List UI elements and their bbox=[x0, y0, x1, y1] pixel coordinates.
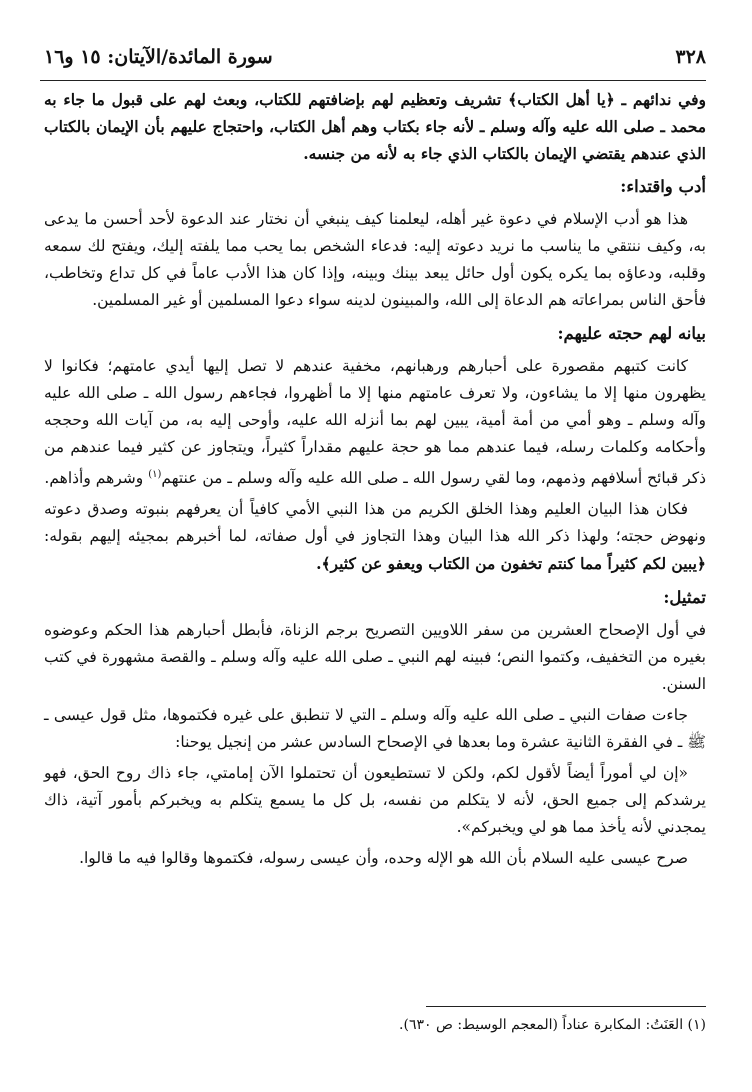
page-number: ٣٢٨ bbox=[675, 46, 706, 68]
tamthil-paragraph-1: في أول الإصحاح العشرين من سفر اللاويين التصريح برجم الزناة، فأبطل أحبارهم هذا الحكم وعوضوه بغيره من التخفيف، وكتموا النص؛ فبينه لهم النبي ـ صلى الله عليه وآله وسلم ـ والقصة مشهورة في كتب السنن. bbox=[44, 621, 706, 694]
quran-quote: ﴿يبين لكم كثيراً مما كنتم تخفون من الكتاب ويعفو عن كثير﴾. bbox=[316, 554, 706, 574]
tamthil-heading: تمثيل: bbox=[663, 588, 706, 608]
footnote: (١) العَنَتُ: المكابرة عناداً (المعجم الوسيط: ص ٦٣٠). bbox=[399, 1017, 706, 1033]
gospel-quote: «إن لي أموراً أيضاً لأقول لكم، ولكن لا تستطيعون أن تحتملوا الآن إمامتي، جاء ذاك روح الحق، فهو يرشدكم إلى جميع الحق، لأنه لا يتكلم من نفسه، بل كل ما يسمع يتكلم به ويخبركم بأمور آتية، ذاك يمجدني لأنه يأخذ مما هو لي ويخبركم». bbox=[44, 764, 706, 837]
footnote-ref: (١) bbox=[148, 469, 162, 480]
footnote-rule bbox=[426, 1006, 706, 1007]
bayan-text-2: فكان هذا البيان العليم وهذا الخلق الكريم من هذا النبي الأمي كافياً أن يعرفهم بنبوته وصدق دعوته ونهوض حجته؛ ولهذا ذكر الله هذا البيان وهذا التجاوز في أول صفاته، لما أخبرهم بمجيئه إليهم بقوله: bbox=[44, 500, 706, 546]
bayan-text-1: كانت كتبهم مقصورة على أحبارهم ورهبانهم، مخفية عندهم لا تصل إليها أيدي عامتهم؛ فكانوا لا يظهرون منها إلا ما يشاءون، ولا تعرف عامتهم منها إلا ما أظهروا، فجاءهم رسول الله ـ صلى الله عليه وآله وسلم ـ وهو أمي من أمة أمية، يبين لهم بما أنزله الله عليه، وأوحى إليه به، من آيات الله وحججه وأحكامه وكلمات رسله، فيما عندهم مما هو حجة عليهم مقداراً كثيراً، ويتجاوز عن كثير فيما عندهم من ذكر قبائح أسلافهم وذمهم، وما لقي رسول الله ـ صلى الله عليه وآله وسلم ـ من عنتهم bbox=[44, 357, 706, 488]
bayan-paragraph-2 bbox=[44, 496, 706, 578]
intro-paragraph: وفي ندائهم ـ ﴿يا أهل الكتاب﴾ تشريف وتعظيم لهم بإضافتهم للكتاب، وبعث لهم على قبول ما جاء به محمد ـ صلى الله عليه وآله وسلم ـ لأنه جاء بكتاب وهم أهل الكتاب، واحتجاج عليهم بأن الإيمان بالكتاب الذي عندهم يقتضي الإيمان بالكتاب الذي جاء به لأنه من جنسه. bbox=[44, 90, 706, 163]
tamthil-paragraph-3: صرح عيسى عليه السلام بأن الله هو الإله وحده، وأن عيسى رسوله، فكتموها وقالوا فيه ما قالوا. bbox=[79, 849, 688, 868]
surah-title: سورة المائدة/الآيتان: ١٥ و١٦ bbox=[44, 46, 273, 68]
tamthil-paragraph-2: جاءت صفات النبي ـ صلى الله عليه وآله وسلم ـ التي لا تنطبق على غيره فكتموها، مثل قول عيسى ـ ﷺ ـ في الفقرة الثانية عشرة وما بعدها في الإصحاح السادس عشر من إنجيل يوحنا: bbox=[44, 706, 706, 752]
header-rule bbox=[40, 80, 706, 81]
running-head bbox=[44, 46, 706, 68]
bayan-heading: بيانه لهم حجته عليهم: bbox=[557, 324, 706, 343]
page-content bbox=[44, 86, 706, 876]
bayan-text-1-end: وشرهم وأذاهم. bbox=[44, 469, 149, 488]
adab-paragraph: هذا هو أدب الإسلام في دعوة غير أهله، ليعلمنا كيف ينبغي أن نختار عند الدعوة لأحد أحسن ما يدعى به، وكيف ننتقي ما يناسب ما نريد دعوته إليه: فدعاء الشخص بما يحب مما يلفته إليك، ويفتح لك سمعه وقلبه، ودعاؤه بما يكره يكون أول حائل يبعد بينك وبينه، وإذا كان هذا الأدب عاماً في كل تداع وتخاطب، فأحق الناس بمراعاته هم الدعاة إلى الله، والمبينون لدينه سواء دعوا المسلمين أو غير المسلمين. bbox=[44, 210, 706, 309]
adab-heading: أدب واقتداء: bbox=[620, 177, 706, 196]
bayan-paragraph-1 bbox=[44, 353, 706, 492]
